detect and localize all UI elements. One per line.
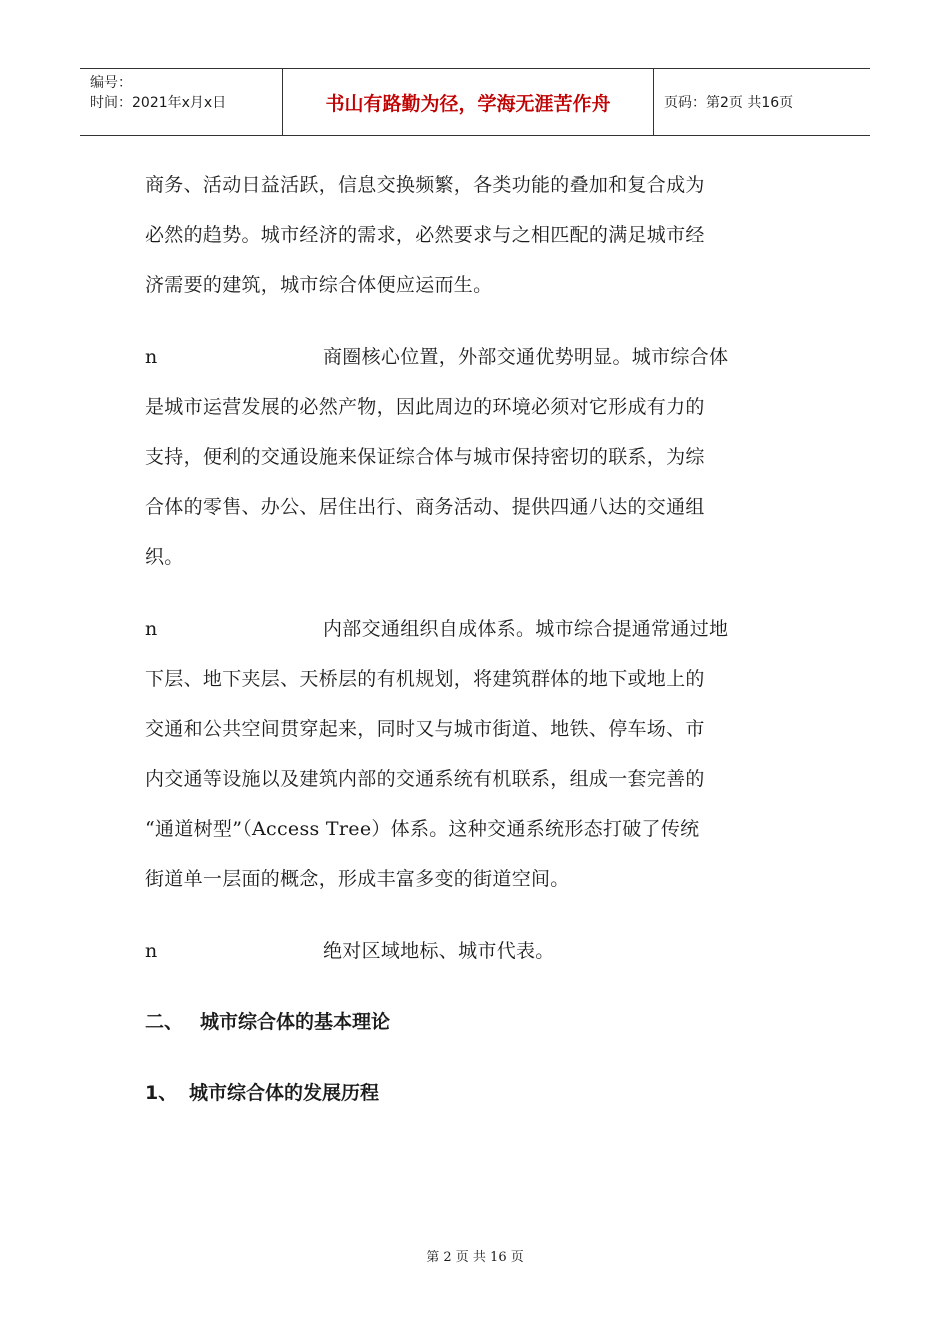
paragraph-line: 合体的零售、办公、居住出行、商务活动、提供四通八达的交通组 [145,496,705,518]
paragraph-line: 内交通等设施以及建筑内部的交通系统有机联系，组成一套完善的 [145,768,705,790]
header-page-info: 页码：第2页 共16页 [664,95,794,111]
bullet-text: 商圈核心位置，外部交通优势明显。城市综合体 [323,346,729,368]
bullet-item [145,926,805,976]
paragraph-line: 是城市运营发展的必然产物，因此周边的环境必须对它形成有力的 [145,396,705,418]
subsection-heading [145,1078,379,1105]
section-heading [145,1007,390,1034]
paragraph-line: “通道树型”（Access Tree）体系。这种交通系统形态打破了传统 [145,818,700,840]
page-footer: 第 2 页 共 16 页 [426,1250,524,1265]
paragraph-line: 支持，便利的交通设施来保证综合体与城市保持密切的联系，为综 [145,446,705,468]
time-label: 时间：2021年x月x日 [90,95,227,111]
bullet-item [145,332,805,382]
section-number: 二、 [145,1011,184,1033]
paragraph-line: 商务、活动日益活跃，信息交换频繁，各类功能的叠加和复合成为 [145,174,705,196]
bullet-text: 内部交通组织自成体系。城市综合提通常通过地 [323,618,729,640]
page-header [80,68,870,136]
document-body [145,160,805,976]
paragraph-line: 济需要的建筑，城市综合体便应运而生。 [145,274,493,296]
subsection-title: 城市综合体的发展历程 [189,1082,380,1104]
bullet-marker: n [145,618,158,640]
bullet-text: 绝对区域地标、城市代表。 [323,940,555,962]
subsection-number: 1、 [145,1082,178,1104]
bullet-item [145,604,805,654]
bullet-marker: n [145,346,158,368]
header-meta [80,69,282,135]
bullet-marker: n [145,940,158,962]
paragraph-line: 街道单一层面的概念，形成丰富多变的街道空间。 [145,868,570,890]
number-label: 编号： [90,75,132,91]
paragraph-line: 必然的趋势。城市经济的需求，必然要求与之相匹配的满足城市经 [145,224,705,246]
header-motto: 书山有路勤为径，学海无涯苦作舟 [282,69,654,135]
section-title: 城市综合体的基本理论 [200,1011,391,1033]
paragraph-line: 交通和公共空间贯穿起来，同时又与城市街道、地铁、停车场、市 [145,718,705,740]
paragraph-line: 织。 [145,546,184,568]
paragraph-line: 下层、地下夹层、天桥层的有机规划，将建筑群体的地下或地上的 [145,668,705,690]
